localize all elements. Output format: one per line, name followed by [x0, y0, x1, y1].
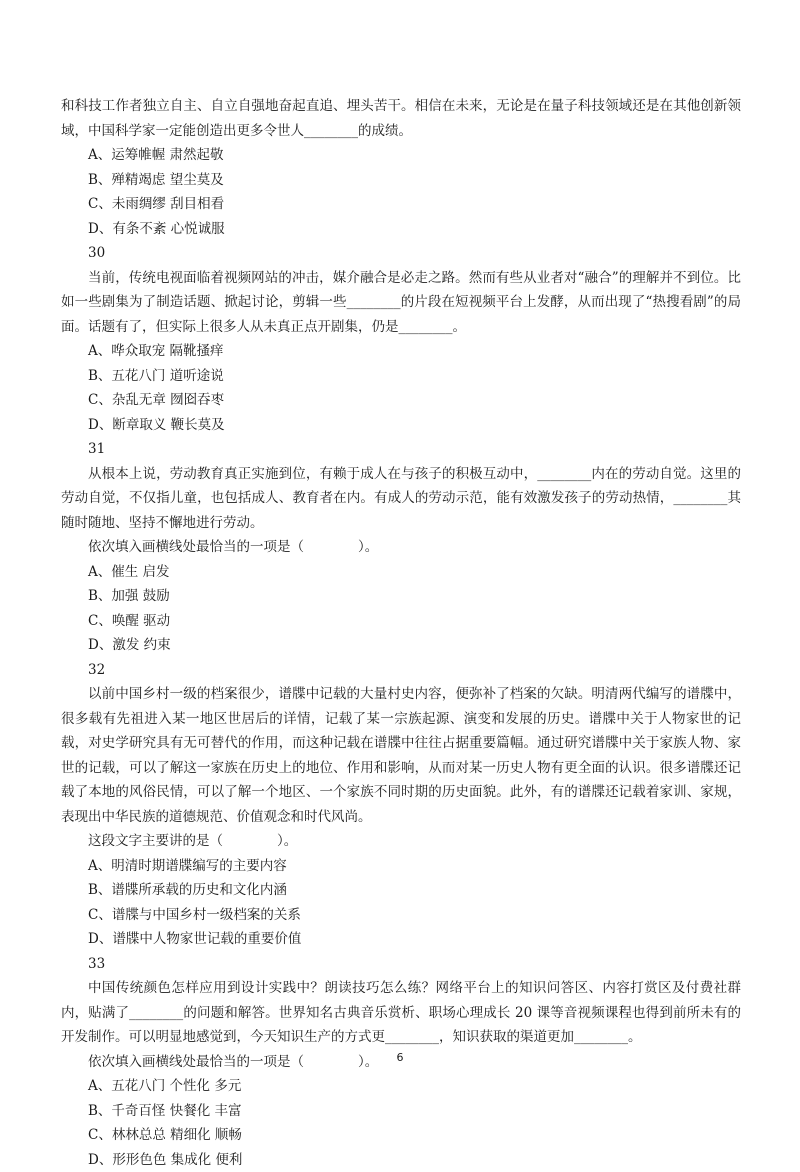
- option-a: A、哗众取宠 隔靴搔痒: [61, 339, 741, 364]
- question-passage: 以前中国乡村一级的档案很少，谱牒中记载的大量村史内容，便弥补了档案的欠缺。明清两代编写的谱牒中，很多载有先祖进入某一地区世居后的详情，记载了某一宗族起源、演变和发展的历史。谱牒中关于人物家世的记载，对史学研究具有无可替代的作用，而这种记载在谱牒中往往占据重要篇幅。通过研究谱牒中关于家族人物、家世的记载，可以了解这一家族在历史上的地位、作用和影响，从而对某一历史人物有更全面的认识。很多谱牒还记载了本地的风俗民情，可以了解一个地区、一个家族不同时期的历史面貌。此外，有的谱牒还记载着家训、家规，表现出中华民族的道德规范、价值观念和时代风尚。: [61, 682, 741, 829]
- option-c: C、谱牒与中国乡村一级档案的关系: [61, 903, 741, 928]
- option-b: B、五花八门 道听途说: [61, 364, 741, 389]
- option-a: A、催生 启发: [61, 560, 741, 585]
- option-b: B、千奇百怪 快餐化 丰富: [61, 1099, 741, 1124]
- question-number: 30: [61, 241, 741, 266]
- option-d: D、形形色色 集成化 便利: [61, 1148, 741, 1172]
- question-passage: 中国传统颜色怎样应用到设计实践中？朗读技巧怎么练？网络平台上的知识问答区、内容打赏区及付费社群内，贴满了________的问题和解答。世界知名古典音乐赏析、职场心理成长 20 课等音视频课程也得到前所未有的开发制作。可以明显地感觉到，今天知识生产的方式更________，知识获取的渠道更加________。: [61, 976, 741, 1050]
- option-d: D、激发 约束: [61, 633, 741, 658]
- option-d: D、断章取义 鞭长莫及: [61, 413, 741, 438]
- question-passage: 当前，传统电视面临着视频网站的冲击，媒介融合是必走之路。然而有些从业者对“融合”的理解并不到位。比如一些剧集为了制造话题、掀起讨论，剪辑一些________的片段在短视频平台上发酵，从而出现了“热搜看剧”的局面。话题有了，但实际上很多人从未真正点开剧集，仍是________。: [61, 266, 741, 340]
- option-b: B、殚精竭虑 望尘莫及: [61, 168, 741, 193]
- option-d: D、谱牒中人物家世记载的重要价值: [61, 927, 741, 952]
- option-c: C、林林总总 精细化 顺畅: [61, 1123, 741, 1148]
- question-32: [61, 658, 741, 952]
- option-c: C、唤醒 驱动: [61, 609, 741, 634]
- option-a: A、五花八门 个性化 多元: [61, 1074, 741, 1099]
- page-content: [61, 94, 741, 1172]
- option-a: A、运筹帷幄 肃然起敬: [61, 143, 741, 168]
- question-30: [61, 241, 741, 437]
- option-d: D、有条不紊 心悦诚服: [61, 217, 741, 242]
- leading-paragraph: 和科技工作者独立自主、自立自强地奋起直追、埋头苦干。相信在未来，无论是在量子科技领域还是在其他创新领域，中国科学家一定能创造出更多令世人________的成绩。: [61, 94, 741, 143]
- question-prompt: 依次填入画横线处最恰当的一项是（ ）。: [61, 535, 741, 560]
- question-number: 31: [61, 437, 741, 462]
- option-a: A、明清时期谱牒编写的主要内容: [61, 854, 741, 879]
- page-number: 6: [0, 1051, 800, 1064]
- question-passage: 从根本上说，劳动教育真正实施到位，有赖于成人在与孩子的积极互动中，________内在的劳动自觉。这里的劳动自觉，不仅指儿童，也包括成人、教育者在内。有成人的劳动示范，能有效激发孩子的劳动热情，________其随时随地、坚持不懈地进行劳动。: [61, 462, 741, 536]
- option-b: B、加强 鼓励: [61, 584, 741, 609]
- leading-options: [61, 143, 741, 241]
- option-c: C、杂乱无章 囫囵吞枣: [61, 388, 741, 413]
- question-31: [61, 437, 741, 658]
- question-number: 33: [61, 952, 741, 977]
- question-prompt: 这段文字主要讲的是（ ）。: [61, 829, 741, 854]
- question-number: 32: [61, 658, 741, 683]
- option-b: B、谱牒所承载的历史和文化内涵: [61, 878, 741, 903]
- option-c: C、未雨绸缪 刮目相看: [61, 192, 741, 217]
- question-prompt: 依次填入画横线处最恰当的一项是（ ）。: [61, 1050, 741, 1075]
